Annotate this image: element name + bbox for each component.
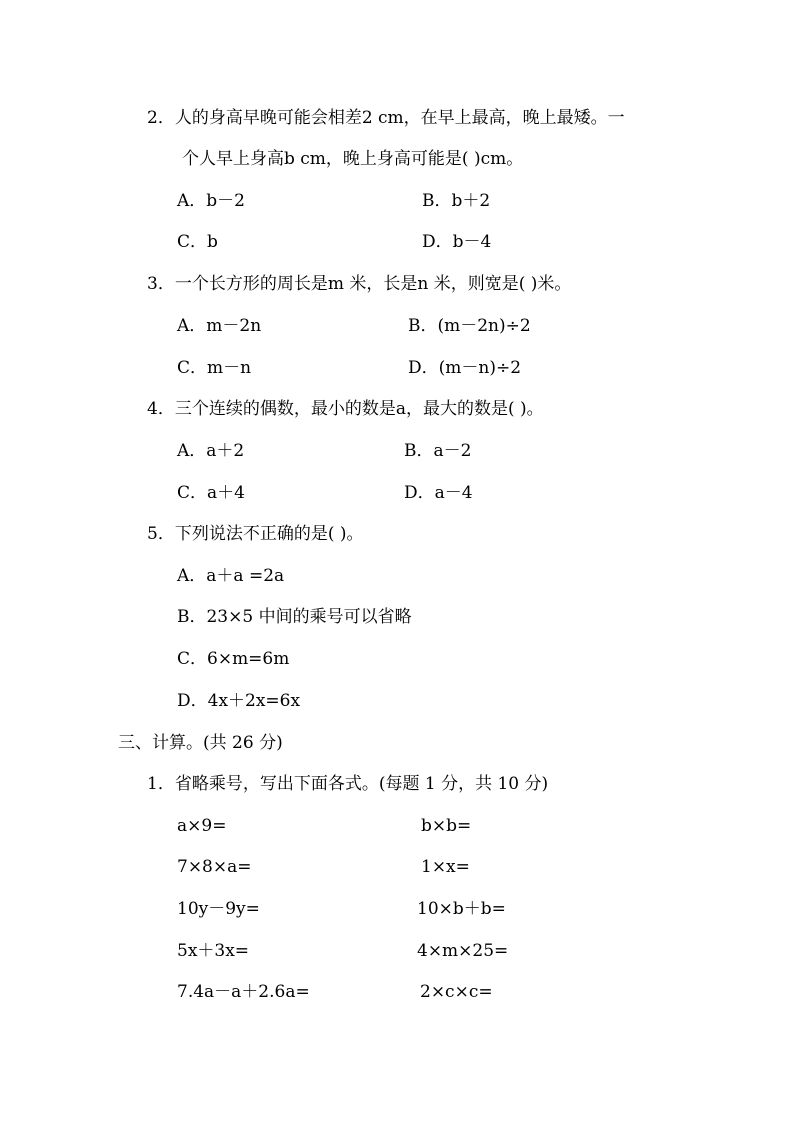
- q3-option-d: D．(m－n)÷2: [408, 358, 522, 378]
- q3-stem: 3．一个长方形的周长是m 米，长是n 米，则宽是( )米。: [147, 274, 572, 294]
- expression-10: 2×c×c=: [420, 982, 493, 1002]
- section-3-heading: 三、计算。(共 26 分): [118, 733, 283, 753]
- q2-option-a: A．b－2: [177, 191, 245, 211]
- q4-option-d: D．a－4: [404, 483, 473, 503]
- q4-option-a: A．a＋2: [177, 441, 245, 461]
- q2-option-c: C．b: [177, 232, 218, 252]
- q4-stem: 4．三个连续的偶数，最小的数是a，最大的数是( )。: [147, 399, 544, 419]
- q5-option-b: B．23×5 中间的乘号可以省略: [177, 607, 412, 627]
- expression-7: 5x＋3x=: [177, 941, 250, 961]
- q2-option-d: D．b－4: [422, 232, 492, 252]
- q2-stem-line-1: 2．人的身高早晚可能会相差2 cm，在早上最高，晚上最矮。一: [147, 108, 625, 128]
- expression-9: 7.4a－a＋2.6a=: [177, 982, 310, 1002]
- q5-stem: 5．下列说法不正确的是( )。: [147, 524, 364, 544]
- section-3-question-1: 1．省略乘号，写出下面各式。(每题 1 分，共 10 分): [147, 774, 549, 794]
- q5-option-a: A．a＋a =2a: [177, 566, 285, 586]
- q2-option-b: B．b＋2: [422, 191, 491, 211]
- expression-4: 1×x=: [421, 857, 470, 877]
- q4-option-c: C．a＋4: [177, 483, 245, 503]
- q4-option-b: B．a－2: [404, 441, 472, 461]
- expression-1: a×9=: [177, 816, 227, 836]
- expression-6: 10×b＋b=: [417, 899, 506, 919]
- q3-option-c: C．m－n: [177, 358, 252, 378]
- q5-option-d: D．4x＋2x=6x: [177, 691, 301, 711]
- expression-2: b×b=: [421, 816, 472, 836]
- expression-5: 10y－9y=: [177, 899, 260, 919]
- expression-3: 7×8×a=: [177, 857, 252, 877]
- q5-option-c: C．6×m=6m: [177, 649, 290, 669]
- expression-8: 4×m×25=: [417, 941, 509, 961]
- q2-stem-line-2: 个人早上身高b cm，晚上身高可能是( )cm。: [182, 149, 524, 169]
- q3-option-b: B．(m－2n)÷2: [408, 316, 531, 336]
- q3-option-a: A．m－2n: [177, 316, 262, 336]
